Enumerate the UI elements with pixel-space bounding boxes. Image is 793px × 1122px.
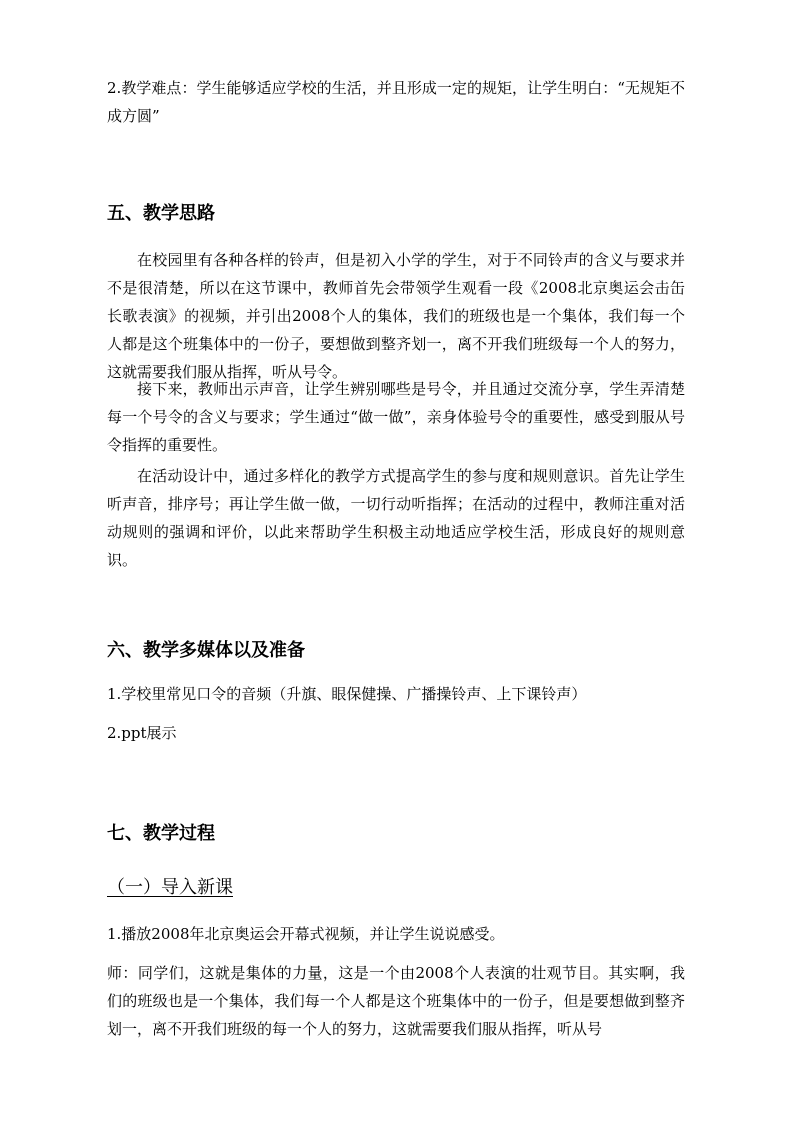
approach-paragraph-1: 在校园里有各种各样的铃声，但是初入小学的学生，对于不同铃声的含义与要求并不是很清楚，所以在这节课中，教师首先会带领学生观看一段《2008北京奥运会击缶长歌表演》的视频，并引出2008个人的集体，我们的班级也是一个集体，我们每一个人都是这个班集体中的一份子，要想做到整齐划一，离不开我们班级每一个人的努力，这就需要我们服从指挥，听从号令。 bbox=[107, 251, 685, 381]
approach-paragraph-2: 接下来，教师出示声音，让学生辨别哪些是号令，并且通过交流分享，学生弄清楚每一个号令的含义与要求；学生通过“做一做”，亲身体验号令的重要性，感受到服从号令指挥的重要性。 bbox=[107, 380, 685, 454]
teaching-difficulty-paragraph: 2.教学难点：学生能够适应学校的生活，并且形成一定的规矩，让学生明白：“无规矩不成方圆” bbox=[107, 79, 685, 125]
multimedia-item-2: 2.ppt展示 bbox=[107, 724, 177, 742]
approach-paragraph-3: 在活动设计中，通过多样化的教学方式提高学生的参与度和规则意识。首先让学生听声音，排序号；再让学生做一做，一切行动听指挥；在活动的过程中，教师注重对活动规则的强调和评价，以此来帮助学生积极主动地适应学校生活，形成良好的规则意识。 bbox=[107, 467, 685, 569]
section-heading-multimedia: 六、教学多媒体以及准备 bbox=[107, 640, 305, 661]
teacher-dialogue-paragraph: 师：同学们，这就是集体的力量，这是一个由2008个人表演的壮观节目。其实啊，我们的班级也是一个集体，我们每一个人都是这个班集体中的一份子，但是要想做到整齐划一，离不开我们班级的每一个人的努力，这就需要我们服从指挥，听从号 bbox=[107, 964, 685, 1038]
multimedia-item-1: 1.学校里常见口令的音频（升旗、眼保健操、广播操铃声、上下课铃声） bbox=[107, 685, 587, 703]
subheading-intro-lesson: （一）导入新课 bbox=[107, 877, 233, 898]
process-item-1: 1.播放2008年北京奥运会开幕式视频，并让学生说说感受。 bbox=[107, 925, 505, 943]
section-heading-teaching-process: 七、教学过程 bbox=[107, 823, 215, 844]
section-heading-teaching-approach: 五、教学思路 bbox=[107, 203, 215, 224]
